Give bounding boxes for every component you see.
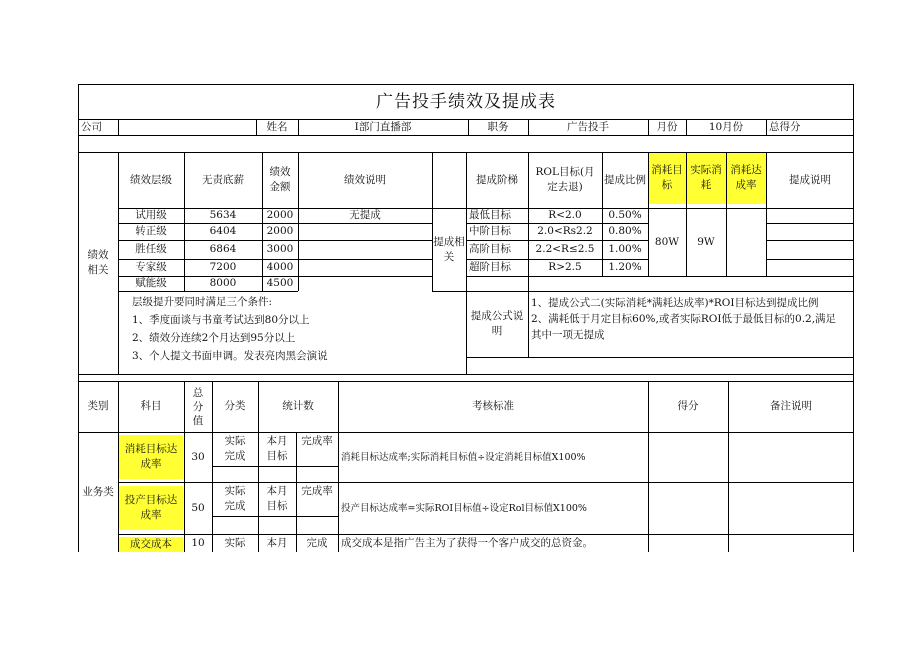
perf-row-amount: 4000 [266, 261, 294, 273]
perf-row-desc: 无提成 [349, 209, 381, 221]
assess-header-subject: 科目 [140, 400, 162, 412]
perf-row-amount: 2000 [266, 225, 294, 237]
comm-row-ratio: 1.00% [608, 243, 642, 255]
promotion-notes [118, 293, 458, 371]
comm-row-roi: R<2.0 [548, 209, 582, 221]
assess-criteria: 消耗目标达成率;实际消耗目标值÷设定消耗目标值X100% [341, 451, 586, 463]
name-label: 姓名 [266, 121, 288, 133]
actual-spend-value: 9W [697, 235, 715, 248]
assess-header-total-score: 总 分 值 [192, 386, 204, 427]
formula-text: 1、提成公式二(实际消耗*满耗达成率)*ROI目标达到提成比例 2、满耗低于月定目标60%,或者实际ROI低于最低目标的0.2,满足 其中一项无提成 [531, 297, 837, 341]
perf-row-amount: 2000 [266, 209, 294, 221]
assess-statistic-rate: 完成率 [301, 435, 333, 447]
comm-row-ratio: 0.50% [608, 209, 642, 221]
perf-section-label: 绩效 相关 [87, 249, 109, 276]
perf-header-level: 绩效层级 [130, 173, 172, 186]
perf-row-level: 赋能级 [135, 277, 167, 289]
comm-row-roi: 2.0<Rs2.2 [537, 225, 593, 237]
assess-total-score: 10 [191, 537, 205, 549]
assess-subject: 投产目标达 成率 [119, 486, 183, 530]
position-value[interactable]: 广告投手 [567, 121, 609, 133]
department-value[interactable]: I部门直播部 [354, 121, 412, 133]
promotion-note: 3、个人提文书面申调。发表亮肉黑会演说 [132, 350, 328, 362]
promotion-note: 1、季度面谈与书童考试达到80分以上 [132, 314, 310, 326]
comm-header-actual-spend: 实际消 耗 [686, 152, 726, 204]
comm-row-roi: 2.2<R≤2.5 [535, 243, 595, 255]
assess-header-classification: 分类 [224, 400, 246, 412]
assess-remarks-input[interactable] [728, 432, 854, 482]
assess-total-score: 30 [191, 450, 205, 463]
assess-header-score: 得分 [677, 400, 699, 412]
company-value[interactable] [118, 120, 256, 135]
assess-score-input[interactable] [648, 535, 728, 552]
assess-category: 业务类 [82, 485, 114, 498]
assess-remarks-input[interactable] [728, 482, 854, 534]
comm-row-roi: R>2.5 [548, 261, 582, 273]
company-label: 公司 [81, 121, 102, 133]
comm-header-desc: 提成说明 [789, 173, 831, 186]
page-title: 广告投手绩效及提成表 [376, 91, 556, 112]
perf-header-amount: 绩效 金额 [269, 166, 291, 193]
perf-row-level: 试用级 [135, 209, 167, 221]
assess-classification: 实际 完成 [224, 485, 246, 512]
perf-row-level: 转正级 [135, 225, 167, 237]
perf-row-amount: 4500 [266, 277, 294, 289]
assess-statistic-target: 本月 目标 [266, 485, 288, 512]
assess-statistic-rate: 完成率 [301, 485, 333, 497]
assess-criteria: 成交成本是指广告主为了获得一个客户成交的总资金。 [341, 537, 593, 549]
perf-header-base: 无责底薪 [202, 173, 244, 186]
perf-row-base: 6404 [209, 225, 237, 237]
assess-statistic-rate: 完成 [306, 537, 328, 549]
spend-target-value: 80W [654, 235, 680, 248]
comm-header-spend-target: 消耗目 标 [648, 152, 686, 204]
assess-score-input[interactable] [648, 482, 728, 534]
comm-header-spend-rate: 消耗达 成率 [726, 152, 766, 204]
comm-row-tier: 超阶目标 [469, 261, 511, 273]
promotion-note: 层级提升要同时满足三个条件: [132, 296, 273, 308]
total-score-label: 总得分 [769, 121, 801, 133]
comm-header-roi: ROL目标(月 定去退) [535, 166, 595, 193]
perf-row-level: 胜任级 [135, 243, 167, 255]
perf-row-amount: 3000 [266, 243, 294, 255]
assess-score-input[interactable] [648, 432, 728, 482]
formula-label: 提成公式说 明 [470, 310, 524, 337]
assess-criteria: 投产目标达成率=实际ROI目标值÷设定Rol目标值X100% [341, 502, 587, 514]
commission-section-label: 提成相 关 [433, 235, 465, 263]
comm-header-tier: 提成阶梯 [476, 173, 518, 186]
perf-row-base: 6864 [209, 243, 237, 255]
perf-row-base: 8000 [209, 277, 237, 289]
perf-row-base: 5634 [209, 209, 237, 221]
assess-header-statistics: 统计数 [282, 400, 314, 412]
perf-row-base: 7200 [209, 261, 237, 273]
assess-total-score: 50 [191, 501, 205, 514]
perf-header-desc: 绩效说明 [344, 173, 386, 186]
comm-row-tier: 高阶目标 [469, 243, 511, 255]
assess-header-criteria: 考核标准 [472, 400, 514, 412]
assess-statistic-target: 本月 目标 [266, 435, 288, 462]
position-label: 职务 [487, 121, 509, 133]
promotion-note: 2、绩效分连续2个月达到95分以上 [132, 332, 296, 344]
assess-subject: 成交成本 [119, 537, 183, 552]
assess-header-remarks: 备注说明 [770, 400, 812, 412]
month-label: 月份 [656, 121, 678, 133]
assess-remarks-input[interactable] [728, 535, 854, 552]
assess-subject: 消耗目标达 成率 [119, 435, 183, 479]
comm-row-ratio: 0.80% [608, 225, 642, 237]
assess-classification: 实际 [224, 537, 246, 549]
month-value[interactable]: 10月份 [708, 121, 744, 133]
perf-row-level: 专家级 [135, 261, 167, 273]
assess-classification: 实际 完成 [224, 435, 246, 462]
comm-header-ratio: 提成比例 [604, 173, 646, 186]
comm-row-tier: 最低目标 [469, 209, 511, 221]
comm-row-ratio: 1.20% [608, 261, 642, 273]
assess-statistic-target: 本月 [266, 537, 288, 549]
comm-row-tier: 中阶目标 [469, 225, 511, 237]
assess-header-category: 类别 [87, 400, 109, 412]
